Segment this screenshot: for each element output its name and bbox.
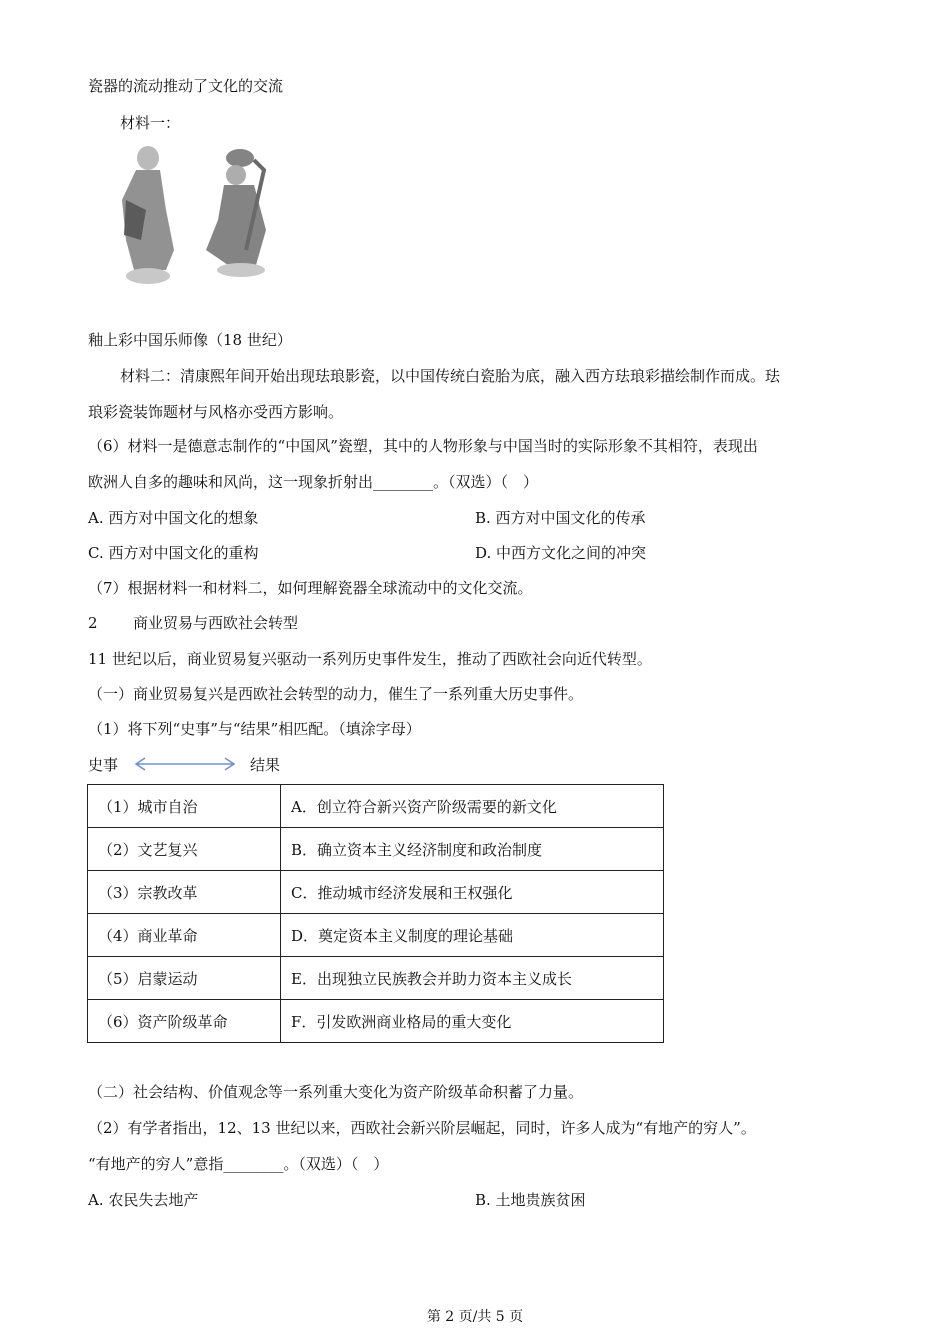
table-row — [88, 785, 664, 828]
part-1-heading: （一）商业贸易复兴是西欧社会转型的动力，催生了一系列重大历史事件。 — [88, 685, 584, 703]
section-2-number: 2 — [88, 614, 98, 632]
event-cell: （1）城市自治 — [88, 785, 281, 828]
event-cell: （6）资产阶级革命 — [88, 1000, 281, 1043]
table-row — [88, 914, 664, 957]
result-cell: A．创立符合新兴资产阶级需要的新文化 — [281, 785, 664, 828]
q6-option-b[interactable]: B. 西方对中国文化的传承 — [475, 509, 646, 527]
match-left-label: 史事 — [88, 756, 119, 774]
event-cell: （5）启蒙运动 — [88, 957, 281, 1000]
material2-text: 材料二：清康熙年间开始出现珐琅影瓷，以中国传统白瓷胎为底，融入西方珐琅彩描绘制作而成。珐 — [120, 367, 781, 385]
table-row — [88, 957, 664, 1000]
question-2-cont: “有地产的穷人”意指________。（双选）（ ） — [88, 1155, 389, 1173]
table-row — [88, 871, 664, 914]
porcelain-figures-image — [96, 140, 296, 290]
section-2-title: 商业贸易与西欧社会转型 — [133, 614, 299, 632]
question-2: （2）有学者指出，12、13 世纪以来，西欧社会新兴阶层崛起，同时，许多人成为“有地产的穷人”。 — [88, 1119, 756, 1137]
q2-option-b[interactable]: B. 土地贵族贫困 — [475, 1191, 586, 1209]
result-cell: B．确立资本主义经济制度和政治制度 — [281, 828, 664, 871]
question-7: （7）根据材料一和材料二，如何理解瓷器全球流动中的文化交流。 — [88, 579, 533, 597]
double-arrow-icon — [133, 756, 237, 772]
matching-table — [87, 784, 664, 1043]
table-row — [88, 828, 664, 871]
section-heading: 瓷器的流动推动了文化的交流 — [88, 77, 284, 95]
section-intro: 11 世纪以后，商业贸易复兴驱动一系列历史事件发生，推动了西欧社会向近代转型。 — [88, 650, 652, 668]
q6-option-a[interactable]: A. 西方对中国文化的想象 — [88, 509, 259, 527]
figure-caption: 釉上彩中国乐师像（18 世纪） — [88, 331, 292, 349]
result-cell: E．出现独立民族教会并助力资本主义成长 — [281, 957, 664, 1000]
question-6-cont: 欧洲人自多的趣味和风尚，这一现象折射出________。（双选）（ ） — [88, 473, 539, 491]
match-right-label: 结果 — [250, 756, 281, 774]
result-cell: D．奠定资本主义制度的理论基础 — [281, 914, 664, 957]
q6-option-c[interactable]: C. 西方对中国文化的重构 — [88, 544, 259, 562]
q2-option-a[interactable]: A. 农民失去地产 — [88, 1191, 199, 1209]
page-footer: 第 2 页/共 5 页 — [426, 1309, 524, 1325]
part-2-heading: （二）社会结构、价值观念等一系列重大变化为资产阶级革命积蓄了力量。 — [88, 1083, 584, 1101]
question-1: （1）将下列“史事”与“结果”相匹配。（填涂字母） — [88, 720, 421, 738]
event-cell: （4）商业革命 — [88, 914, 281, 957]
event-cell: （2）文艺复兴 — [88, 828, 281, 871]
q6-option-d[interactable]: D. 中西方文化之间的冲突 — [475, 544, 647, 562]
table-row — [88, 1000, 664, 1043]
material2-text-cont: 琅彩瓷装饰题材与风格亦受西方影响。 — [88, 403, 344, 421]
event-cell: （3）宗教改革 — [88, 871, 281, 914]
material1-label: 材料一： — [120, 114, 181, 132]
result-cell: C．推动城市经济发展和王权强化 — [281, 871, 664, 914]
result-cell: F．引发欧洲商业格局的重大变化 — [281, 1000, 664, 1043]
question-6: （6）材料一是德意志制作的“中国风”瓷塑，其中的人物形象与中国当时的实际形象不其相符，表现出 — [88, 437, 758, 455]
